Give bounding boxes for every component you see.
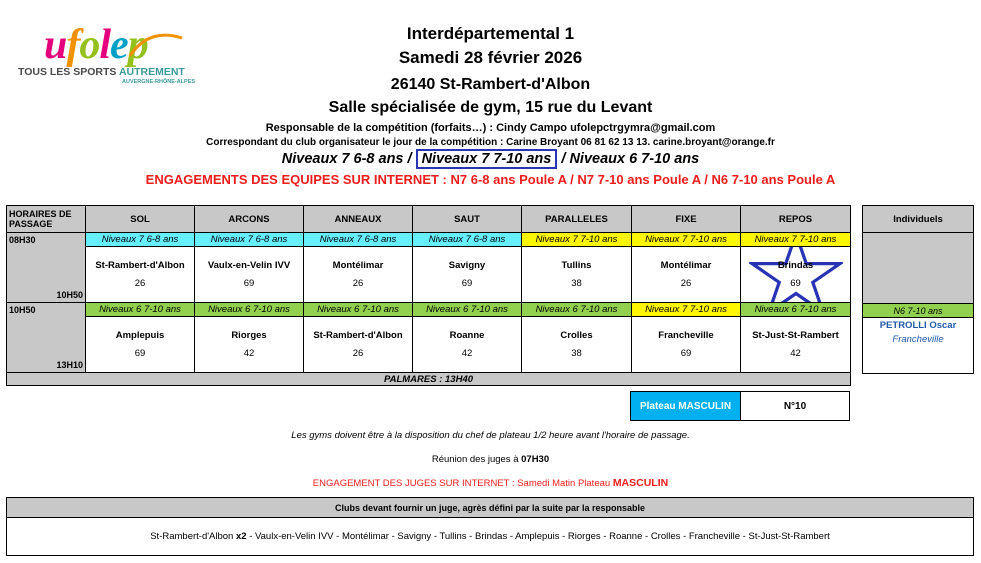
level-badge: Niveaux 6 7-10 ans — [304, 303, 413, 317]
plateau-label: Plateau MASCULIN — [631, 392, 741, 421]
level-badge: Niveaux 6 7-10 ans — [86, 303, 195, 317]
club-name: St-Just-St-Rambert — [752, 329, 839, 341]
club-dept: 69 — [243, 277, 255, 289]
level-n7-6-8: Niveaux 7 6-8 ans / — [281, 151, 416, 167]
level-badge: Niveaux 7 6-8 ans — [86, 233, 195, 247]
club-name: Brindas — [777, 259, 814, 271]
judge-clubs-table — [6, 497, 974, 556]
individuels-empty-slot — [863, 233, 974, 304]
club-cell — [632, 247, 741, 303]
level-n7-7-10-highlighted: Niveaux 7 7-10 ans — [416, 149, 558, 169]
club-dept: 26 — [134, 277, 146, 289]
club-name: Crolles — [560, 329, 593, 341]
club-cell — [86, 247, 195, 303]
col-fixe: FIXE — [632, 206, 741, 233]
club-dept: 69 — [134, 347, 146, 359]
club-name: St-Rambert-d'Albon — [313, 329, 403, 341]
club-dept: 69 — [790, 277, 801, 289]
individuels-table — [862, 205, 974, 374]
level-n6-7-10: / Niveaux 6 7-10 ans — [557, 151, 700, 167]
club-dept: 42 — [243, 347, 255, 359]
level-badge: Niveaux 6 7-10 ans — [522, 303, 632, 317]
palmares-row: PALMARES : 13H40 — [7, 373, 851, 386]
judges-meeting-note: Réunion des juges à 07H30 — [431, 454, 550, 465]
gymnast-club: Francheville — [892, 334, 944, 345]
club-name: Vaulx-en-Velin IVV — [207, 259, 291, 271]
club-dept: 26 — [352, 277, 364, 289]
level-badge: Niveaux 7 6-8 ans — [304, 233, 413, 247]
individuels-header: Individuels — [863, 206, 974, 233]
engagements-line: ENGAGEMENTS DES EQUIPES SUR INTERNET : N7 6-8 ans Poule A / N7 7-10 ans Poule A / N6 7-10 ans Poule A — [145, 172, 836, 187]
club-name: Riorges — [231, 329, 267, 341]
level-badge: Niveaux 6 7-10 ans — [195, 303, 304, 317]
competition-title: Interdépartemental 1 — [406, 24, 575, 43]
logo-wordmark: ufolep — [44, 22, 148, 68]
time-header: HORAIRES DE PASSAGE — [7, 206, 86, 233]
judge-clubs-list: St-Rambert-d'Albon x2 - Vaulx-en-Velin IVV - Montélimar - Savigny - Tullins - Brindas - Amplepuis - Riorges - Roanne - Crolles - Francheville - St-Just-St-Rambert — [7, 518, 974, 556]
club-cell — [522, 247, 632, 303]
level-badge: Niveaux 7 6-8 ans — [195, 233, 304, 247]
competition-place: 26140 St-Rambert-d'Albon — [390, 76, 591, 93]
col-anneaux: ANNEAUX — [304, 206, 413, 233]
judges-plateau: MASCULIN — [612, 477, 669, 489]
level-badge: Niveaux 7 6-8 ans — [413, 233, 522, 247]
club-cell — [86, 317, 195, 373]
rotation-2-start: 10H50 — [9, 305, 36, 315]
club-dept: 38 — [571, 277, 582, 289]
gyms-availability-note: Les gyms doivent être à la disposition du chef de plateau 1/2 heure avant l'horaire de passage. — [291, 430, 690, 441]
correspondant-line: Correspondant du club organisateur le jour de la compétition : Carine Broyant 06 81 62 13 13. carine.broyant@orange.fr — [206, 137, 775, 148]
individual-gymnast — [863, 318, 974, 374]
responsable-line: Responsable de la compétition (forfaits…) : Cindy Campo ufolepctrgymra@gmail.com — [265, 122, 716, 134]
gymnast-name: PETROLLI Oscar — [879, 320, 957, 331]
club-cell — [741, 247, 851, 303]
club-cell — [413, 247, 522, 303]
plateau-number: N°10 — [741, 392, 850, 421]
club-name: Montélimar — [332, 259, 384, 271]
col-arcons: ARCONS — [195, 206, 304, 233]
club-cell — [195, 247, 304, 303]
club-dept: 42 — [790, 347, 801, 359]
logo-tagline: TOUS LES SPORTS AUTREMENT — [18, 66, 185, 78]
rotation-2-time — [7, 303, 86, 373]
club-cell — [195, 317, 304, 373]
plateau-box — [630, 391, 850, 421]
club-cell — [304, 247, 413, 303]
logo-region: AUVERGNE-RHÔNE-ALPES — [122, 79, 196, 85]
club-dept: 38 — [571, 347, 582, 359]
col-repos: REPOS — [741, 206, 851, 233]
club-name: Savigny — [448, 259, 486, 271]
level-badge: Niveaux 7 7-10 ans — [522, 233, 632, 247]
club-name: Tullins — [561, 259, 592, 271]
competition-venue: Salle spécialisée de gym, 15 rue du Levant — [328, 99, 653, 116]
club-cell — [522, 317, 632, 373]
club-cell — [413, 317, 522, 373]
club-name: St-Rambert-d'Albon — [95, 259, 185, 271]
club-cell — [741, 317, 851, 373]
rotation-2-end: 13H10 — [56, 360, 83, 370]
club-dept: 26 — [680, 277, 692, 289]
judges-meeting-time: 07H30 — [521, 454, 550, 465]
club-name: Montélimar — [660, 259, 712, 271]
club-dept: 69 — [680, 347, 692, 359]
rotation-grid — [6, 205, 851, 386]
club-dept: 26 — [352, 347, 364, 359]
club-name: Roanne — [449, 329, 485, 341]
club-cell — [304, 317, 413, 373]
club-name: Amplepuis — [115, 329, 165, 341]
club-name: Francheville — [658, 329, 714, 341]
club-dept: 69 — [461, 277, 473, 289]
col-sol: SOL — [86, 206, 195, 233]
rotation-1-time — [7, 233, 86, 303]
level-badge: Niveaux 7 7-10 ans — [741, 233, 851, 247]
judges-engagement-note: ENGAGEMENT DES JUGES SUR INTERNET : Samedi Matin Plateau MASCULIN — [312, 477, 669, 489]
levels-line — [0, 151, 981, 167]
competition-date: Samedi 28 février 2026 — [398, 48, 583, 67]
level-badge: Niveaux 6 7-10 ans — [413, 303, 522, 317]
rotation-1-start: 08H30 — [9, 235, 36, 245]
level-badge: N6 7-10 ans — [863, 304, 974, 318]
col-paralleles: PARALLELES — [522, 206, 632, 233]
club-cell — [632, 317, 741, 373]
col-saut: SAUT — [413, 206, 522, 233]
rotation-1-end: 10H50 — [56, 290, 83, 300]
level-badge: Niveaux 7 7-10 ans — [632, 233, 741, 247]
level-badge: Niveaux 7 7-10 ans — [632, 303, 741, 317]
level-badge: Niveaux 6 7-10 ans — [741, 303, 851, 317]
club-dept: 42 — [461, 347, 473, 359]
judge-clubs-header: Clubs devant fournir un juge, agrès défini par la suite par la responsable — [7, 498, 974, 518]
